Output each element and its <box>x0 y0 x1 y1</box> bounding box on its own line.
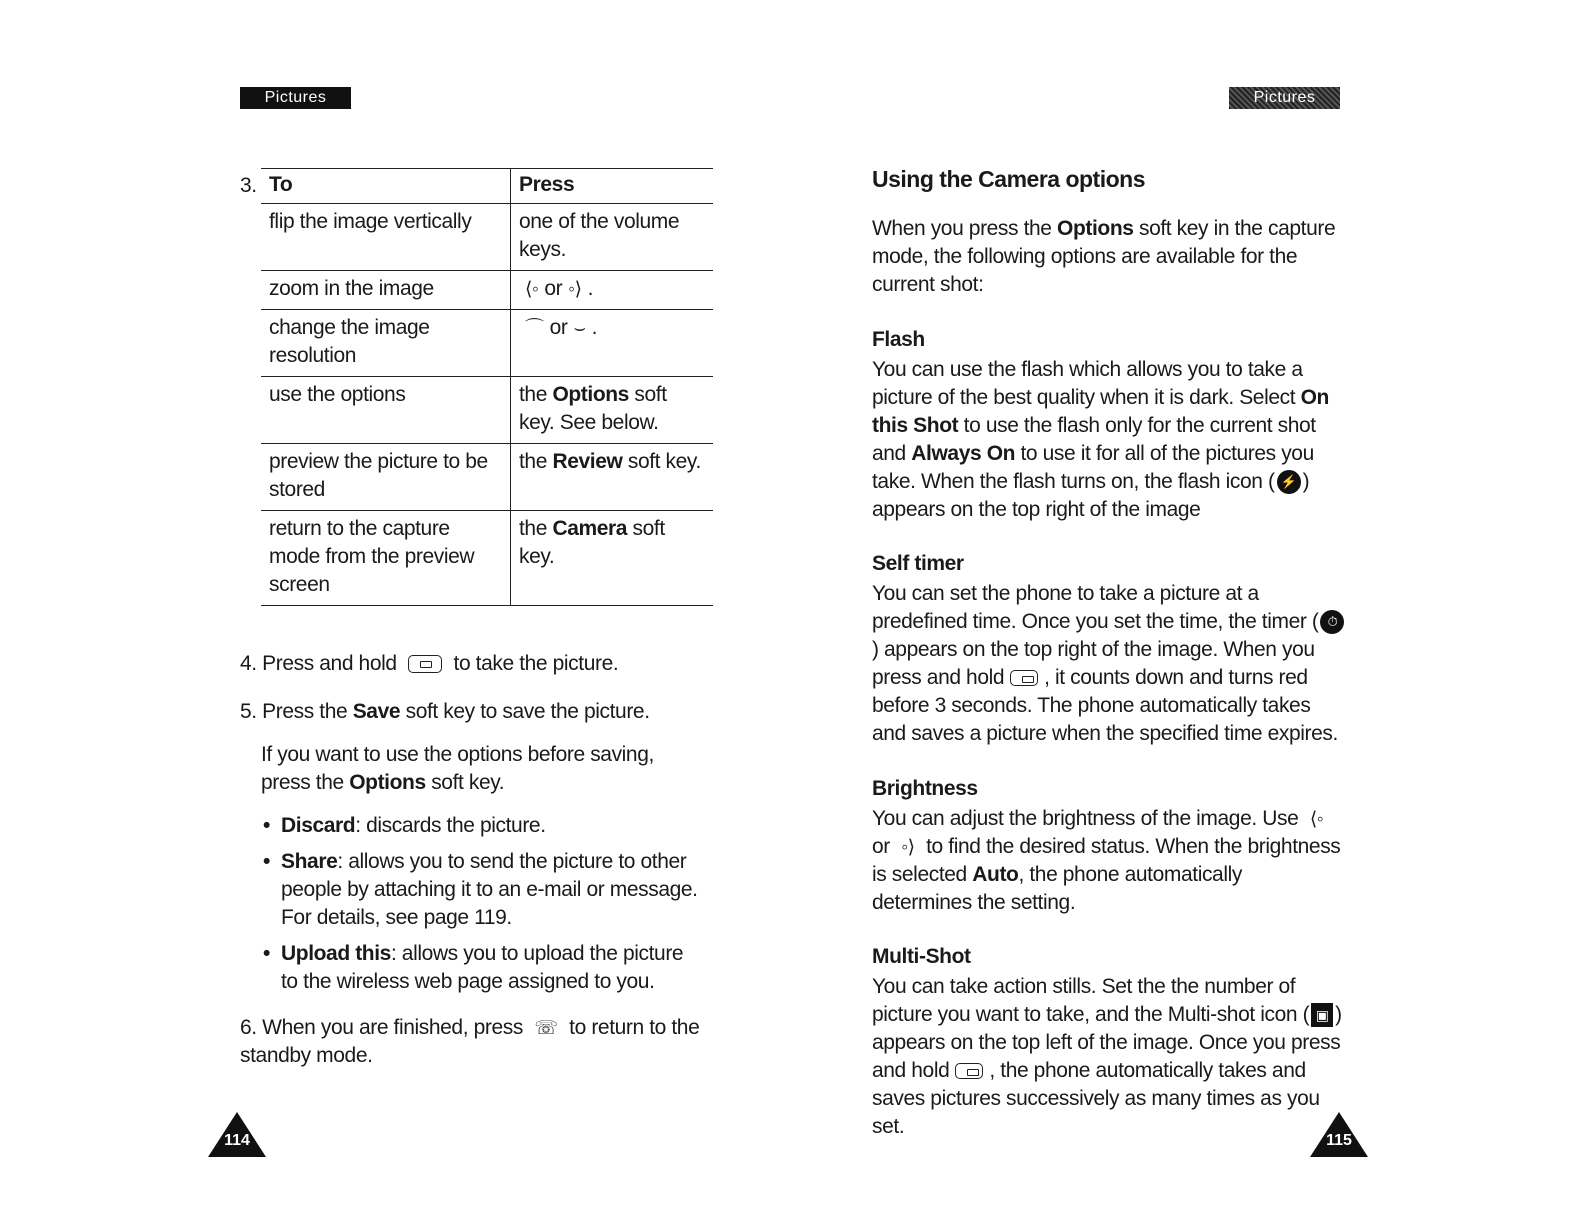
or-text: or <box>549 316 568 339</box>
left-nav-key-icon: ⟨◦ <box>525 278 539 300</box>
right-nav-key-icon: ◦⟩ <box>568 278 582 300</box>
options-bullet-list <box>261 812 701 1004</box>
table-cell-action: zoom in the image <box>261 271 511 310</box>
table-row <box>261 444 713 511</box>
review-term: Review <box>552 450 623 473</box>
brightness-heading: Brightness <box>872 777 978 800</box>
column-header-to: To <box>261 169 511 204</box>
table-row <box>261 271 713 310</box>
list-item: • Share: allows you to send the picture to other people by attaching it to an e-mail or message. For details, see page 119. <box>261 848 701 932</box>
step-3-number: 3. <box>240 174 257 197</box>
down-nav-key-icon: ⌣ <box>573 317 586 339</box>
camera-button-icon <box>408 655 442 673</box>
column-header-press: Press <box>511 169 714 204</box>
multishot-icon: ▣ <box>1311 1003 1333 1027</box>
intro-paragraph: When you press the Options soft key in the capture mode, the following options are available for the current shot: <box>872 217 1336 296</box>
list-item: • Upload this: allows you to upload the picture to the wireless web page assigned to you. <box>261 940 701 996</box>
flash-icon: ⚡ <box>1277 470 1301 494</box>
table-cell-action: flip the image vertically <box>261 204 511 271</box>
page-number: 114 <box>224 1132 250 1149</box>
table-header-row <box>261 169 713 204</box>
list-item: • Discard: discards the picture. <box>261 812 701 840</box>
table-row <box>261 310 713 377</box>
flash-heading: Flash <box>872 328 925 351</box>
step-5: 5. Press the Save soft key to save the picture. <box>240 700 650 723</box>
self-timer-heading: Self timer <box>872 552 964 575</box>
self-timer-paragraph: You can set the phone to take a picture at a predefined time. Once you set the time, the timer ( ⏱) appears on the top right of the image. When you press and hold , it counts down and turns red before 3 seconds. The phone automatically takes and saves a picture when the specified time expires. <box>872 580 1347 748</box>
section-header-tab: Pictures <box>1229 87 1340 109</box>
step-6: 6. When you are finished, press ☏ to return to the standby mode. <box>240 1016 700 1067</box>
table-cell-action: change the image resolution <box>261 310 511 377</box>
multi-shot-heading: Multi-Shot <box>872 945 971 968</box>
table-cell-action: return to the capture mode from the preview screen <box>261 511 511 606</box>
table-cell-key: the Review soft key. <box>511 444 714 511</box>
table-cell-key: the Camera soft key. <box>511 511 714 606</box>
step-4: 4. Press and hold to take the picture. <box>240 652 619 675</box>
camera-button-icon <box>955 1063 983 1079</box>
table-row <box>261 377 713 444</box>
table-cell-action: preview the picture to be stored <box>261 444 511 511</box>
page-number: 115 <box>1326 1132 1352 1149</box>
right-page <box>792 0 1584 1223</box>
left-nav-key-icon: ⟨◦ <box>1309 808 1324 830</box>
or-text: or <box>544 277 563 300</box>
right-nav-key-icon: ◦⟩ <box>901 836 915 858</box>
multi-shot-paragraph: You can take action stills. Set the the number of picture you want to take, and the Multi-shot icon ( ▣ ) appears on the top left of the image. Once you press and hold , the phone automatically takes and saves pictures successively as many times as you set. <box>872 975 1342 1138</box>
camera-term: Camera <box>552 517 628 540</box>
table-cell-key: the Options soft key. See below. <box>511 377 714 444</box>
timer-icon: ⏱ <box>1320 610 1344 634</box>
flash-paragraph: You can use the flash which allows you to take a picture of the best quality when it is dark. Select On this Shot to use the flash only for the current shot and Always On to use it for all of the pictures you take. When the flash turns on, the flash icon ( ⚡ ) appears on the top right of the image <box>872 358 1329 521</box>
up-nav-key-icon: ⌒ <box>525 317 544 339</box>
table-cell-key: ⌒ or ⌣ . <box>511 310 714 377</box>
table-row <box>261 204 713 271</box>
end-key-icon: ☏ <box>534 1017 558 1039</box>
options-table <box>261 168 713 606</box>
table-cell-key: ⟨◦ or ◦⟩ . <box>511 271 714 310</box>
section-header-tab: Pictures <box>240 87 351 109</box>
options-term: Options <box>552 383 629 406</box>
brightness-paragraph: You can adjust the brightness of the image. Use ⟨◦ or ◦⟩ to find the desired status. When the brightness is selected Auto, the phone automatically determines the setting. <box>872 807 1341 914</box>
table-cell-action: use the options <box>261 377 511 444</box>
table-row <box>261 511 713 606</box>
table-cell-key: one of the volume keys. <box>511 204 714 271</box>
camera-button-icon <box>1010 670 1038 686</box>
options-note: If you want to use the options before saving, press the Options soft key. <box>261 743 654 794</box>
page-title: Using the Camera options <box>872 166 1145 192</box>
